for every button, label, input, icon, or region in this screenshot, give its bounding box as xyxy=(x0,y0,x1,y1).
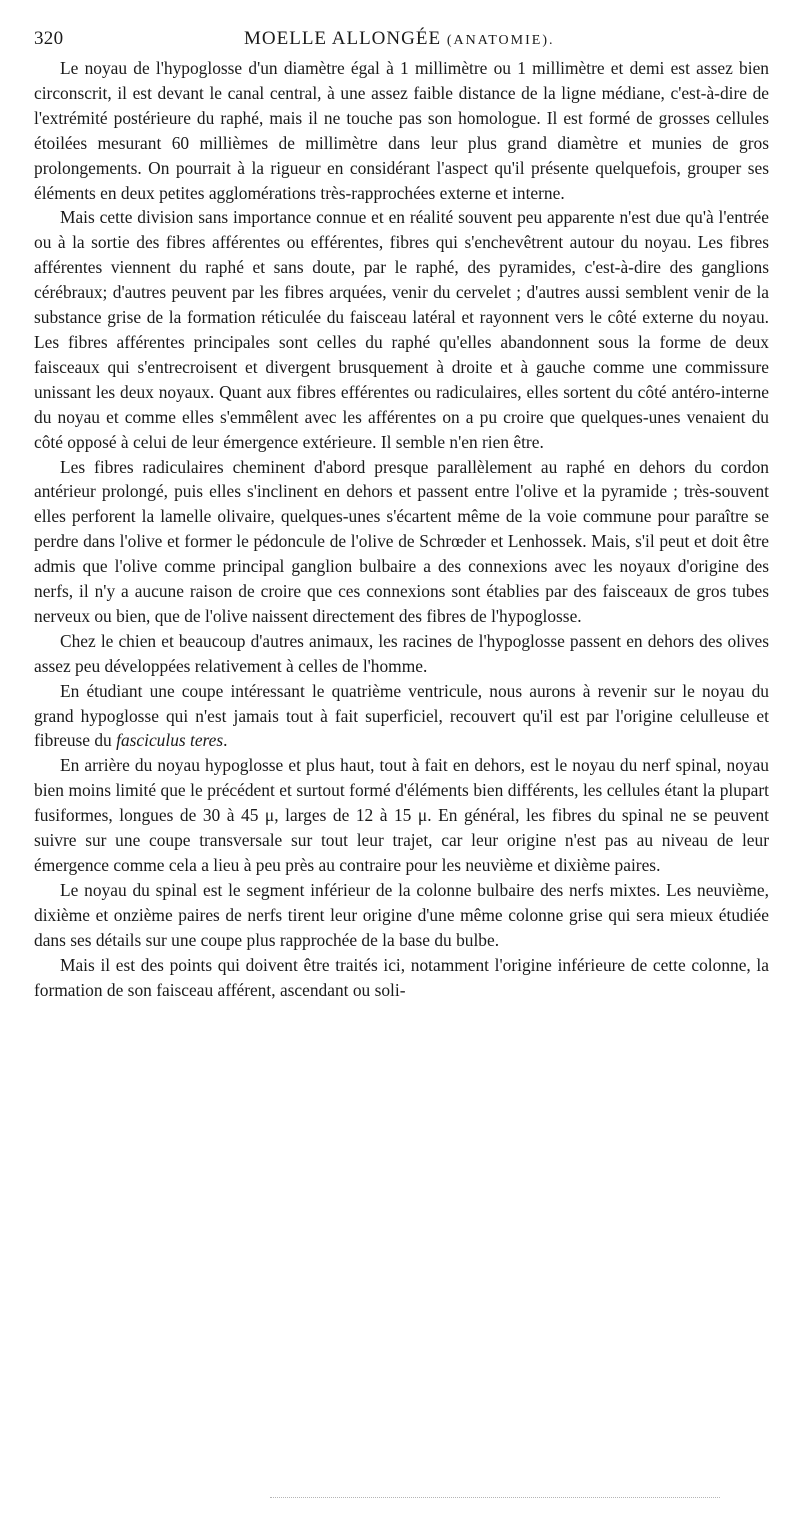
running-title xyxy=(244,28,555,50)
paragraph-5-text: En étudiant une coupe intéressant le quatrième ventricule, nous aurons à revenir sur le noyau du grand hypoglosse qui n'est jamais tout à fait superficiel, recouvert qu'il est par l'origine celulleuse et fibreuse du xyxy=(34,680,769,751)
paragraph-5-italic-term: fasciculus teres xyxy=(116,730,224,751)
paragraph-1: Le noyau de l'hypoglosse d'un diamètre égal à 1 millimètre ou 1 millimètre et demi est assez bien circonscrit, il est devant le canal central, à une assez faible distance de la ligne médiane, c'est-à-dire de l'extrémité postérieure du raphé, mais il ne touche pas son homologue. Il est formé de grosses cellules étoilées mesurant 60 millièmes de millimètre dans leur plus grand diamètre et munies de gros prolongements. On pourrait à la rigueur en considérant l'aspect qu'il présente quelquefois, grouper ses éléments en deux petites agglomérations très-rapprochées externe et interne. xyxy=(34,58,769,203)
page xyxy=(34,22,769,1002)
paragraph-7: Le noyau du spinal est le segment inférieur de la colonne bulbaire des nerfs mixtes. Les neuvième, dixième et onzième paires de nerfs tirent leur origine d'une même colonne grise qui sera mieux étudiée dans ses détails sur une coupe plus rapprochée de la base du bulbe. xyxy=(34,879,769,950)
body-text xyxy=(34,56,769,1002)
paragraph-8: Mais il est des points qui doivent être traités ici, notamment l'origine inférieure de cette colonne, la formation de son faisceau afférent, ascendant ou soli- xyxy=(34,954,769,1000)
footer-rule xyxy=(270,1497,720,1498)
running-header xyxy=(34,22,769,56)
paragraph-3: Les fibres radiculaires cheminent d'abord presque parallèlement au raphé en dehors du cordon antérieur prolongé, puis elles s'inclinent en dehors et passent entre l'olive et la pyramide ; très-souvent elles perforent la lamelle olivaire, quelques-unes s'écartent même de la voie commune pour paraître se perdre dans l'olive et former le pédoncule de l'olive de Schrœder et Lenhossek. Mais, s'il peut et doit être admis que l'olive comme principal ganglion bulbaire a des connexions avec les noyaux d'origine des nerfs, il n'y a aucune raison de croire que ces connexions sont établies par des faisceaux de gros tubes nerveux ou bien, que de l'olive naissent directement des fibres de l'hypoglosse. xyxy=(34,456,769,626)
paragraph-5-end: . xyxy=(223,730,228,751)
page-number: 320 xyxy=(34,28,64,49)
running-title-main: MOELLE ALLONGÉE xyxy=(244,28,442,49)
paragraph-4: Chez le chien et beaucoup d'autres animaux, les racines de l'hypoglosse passent en dehors des olives assez peu développées relativement à celles de l'homme. xyxy=(34,630,769,676)
running-title-subtitle: (ANATOMIE). xyxy=(446,33,555,48)
paragraph-2: Mais cette division sans importance connue et en réalité souvent peu apparente n'est due qu'à l'entrée ou à la sortie des fibres afférentes ou efférentes, fibres qui s'enchevêtrent autour du noyau. Les fibres afférentes viennent du raphé et sans doute, par le raphé, des pyramides, c'est-à-dire des ganglions cérébraux; d'autres peuvent par les fibres arquées, venir du cervelet ; d'autres aussi semblent venir de la substance grise de la formation réticulée du faisceau latéral et rayonnent vers le côté externe du noyau. Les fibres afférentes principales sont celles du raphé qu'elles abandonnent sous la forme de deux faisceaux qui s'entrecroisent et divergent brusquement à droite et à gauche comme une commissure unissant les deux noyaux. Quant aux fibres efférentes ou radiculaires, elles sortent du côté antéro-interne du noyau et comme elles s'emmêlent avec les afférentes on a pu croire que quelques-unes venaient du côté opposé à celui de leur émergence extérieure. Il semble n'en rien être. xyxy=(34,207,769,452)
paragraph-6: En arrière du noyau hypoglosse et plus haut, tout à fait en dehors, est le noyau du nerf spinal, noyau bien moins limité que le précédent et surtout formé d'éléments bien différents, les cellules étant la plupart fusiformes, longues de 30 à 45 μ, larges de 12 à 15 μ. En général, les fibres du spinal ne se peuvent suivre sur une coupe transversale sur tout leur trajet, car leur origine n'est pas au niveau de leur émergence comme cela a lieu à peu près au contraire pour les neuvième et dixième paires. xyxy=(34,755,769,875)
paragraph-5 xyxy=(34,679,769,754)
